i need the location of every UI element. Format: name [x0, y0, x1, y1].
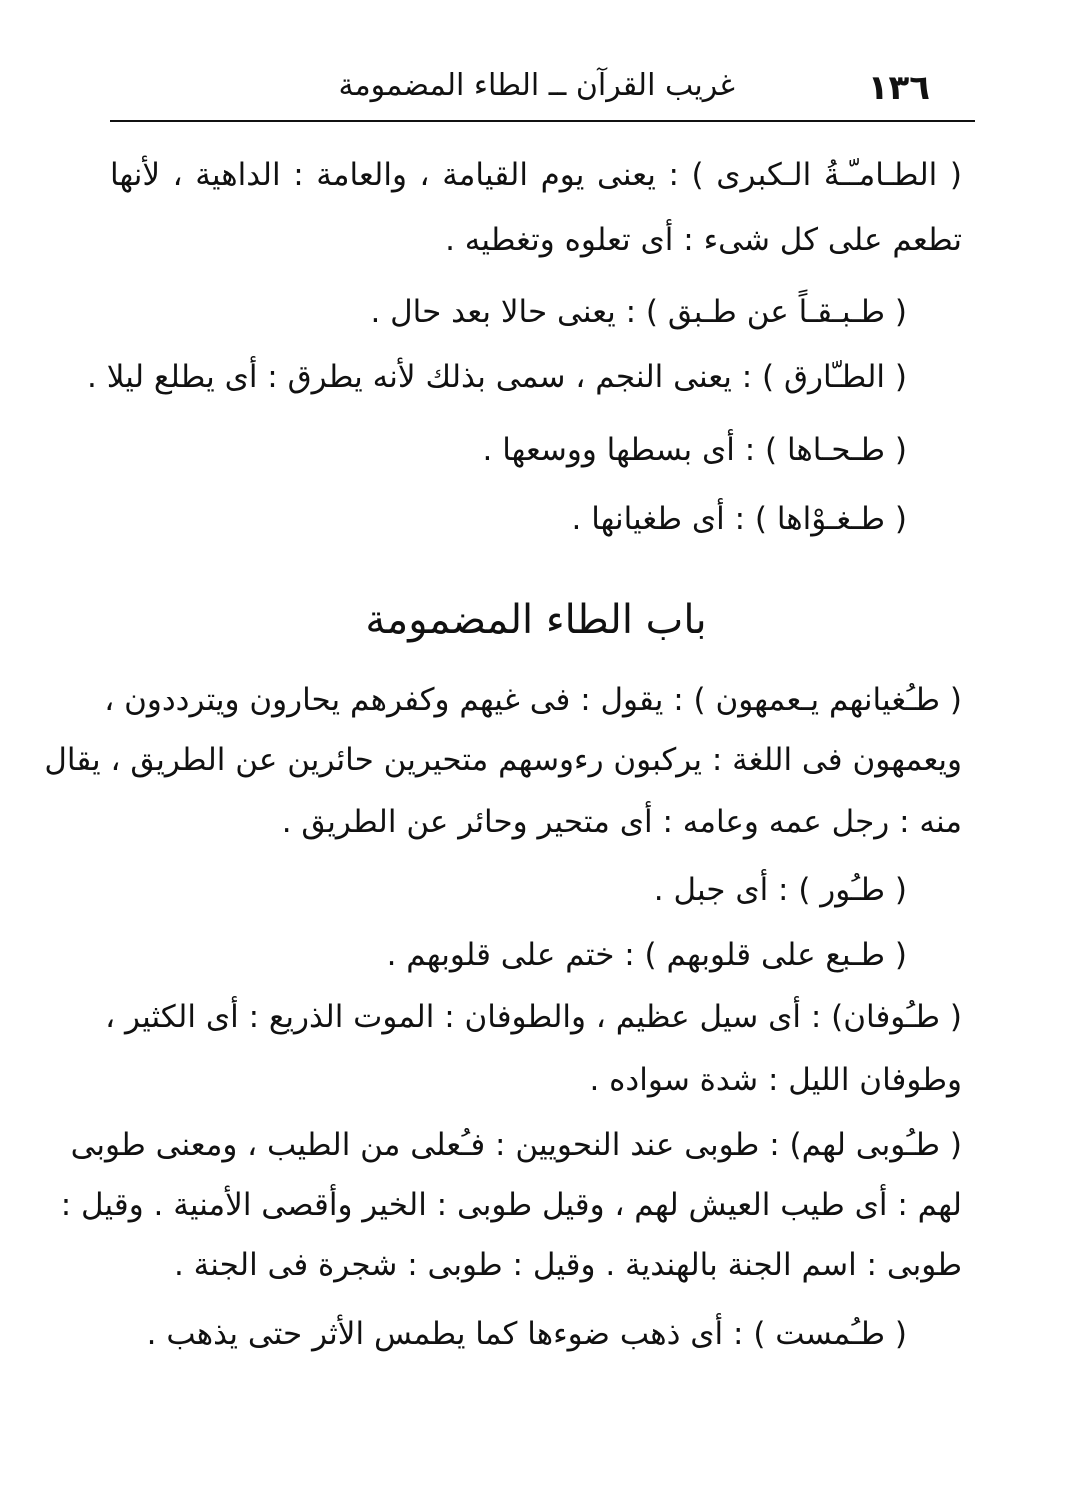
- text-line: طوبى : اسم الجنة بالهندية . وقيل : طوبى : شجرة فى الجنة .: [173, 1247, 962, 1283]
- text-line: ( طـُور ) : أى جبل .: [653, 872, 907, 908]
- text-line: ( الطـامـّـةُ الـكبرى ) : يعنى يوم القيامة ، والعامة : الداهية ، لأنها: [110, 157, 962, 193]
- text-line: ( طـُوفان) : أى سيل عظيم ، والطوفان : الموت الذريع : أى الكثير ،: [105, 999, 962, 1035]
- text-line: ( طـُمست ) : أى ذهب ضوءها كما يطمس الأثر حتى يذهب .: [146, 1316, 907, 1352]
- text-line: منه : رجل عمه وعامه : أى متحير وحائر عن الطريق .: [281, 804, 962, 840]
- text-line: لهم : أى طيب العيش لهم ، وقيل طوبى : الخير وأقصى الأمنية . وقيل :: [60, 1187, 962, 1223]
- section-heading: باب الطاء المضمومة: [365, 597, 707, 643]
- text-line: ( الطـّارق ) : يعنى النجم ، سمى بذلك لأنه يطرق : أى يطلع ليلا .: [87, 359, 907, 395]
- page-number: ١٣٦: [867, 68, 930, 108]
- text-line: ( طـغـوْاها ) : أى طغيانها .: [571, 501, 907, 537]
- text-line: ويعمهون فى اللغة : يركبون رءوسهم متحيرين حائرين عن الطريق ، يقال: [44, 742, 962, 778]
- running-title: غريب القرآن ــ الطاء المضمومة: [338, 68, 735, 103]
- text-line: تطعم على كل شىء : أى تعلوه وتغطيه .: [445, 222, 962, 258]
- header-rule: [110, 120, 975, 122]
- text-line: ( طـُغيانهم يـعمهون ) : يقول : فى غيهم وكفرهم يحارون ويترددون ،: [104, 682, 962, 718]
- text-line: ( طـبـقـاً عن طـبق ) : يعنى حالا بعد حال .: [370, 294, 907, 330]
- page-header: [110, 58, 975, 118]
- text-line: ( طـحـاها ) : أى بسطها ووسعها .: [482, 432, 907, 468]
- text-line: ( طـُوبى لهم) : طوبى عند النحويين : فـُعلى من الطيب ، ومعنى طوبى: [70, 1127, 962, 1163]
- text-line: وطوفان الليل : شدة سواده .: [589, 1062, 962, 1098]
- text-line: ( طـبع على قلوبهم ) : ختم على قلوبهم .: [386, 937, 907, 973]
